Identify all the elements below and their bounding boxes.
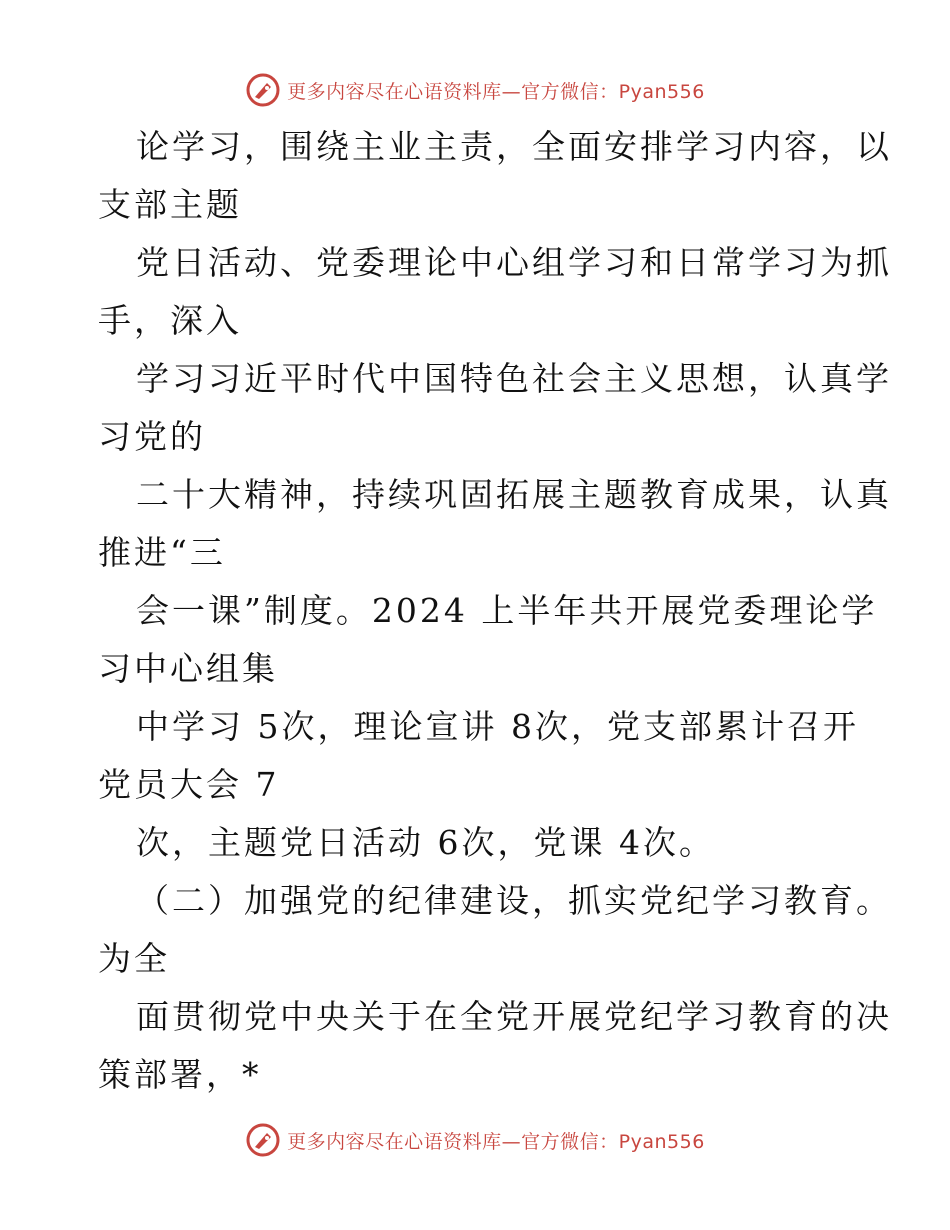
text-line: 二十大精神，持续巩固拓展主题教育成果，认真 [136, 475, 892, 514]
text-line: 论学习，围绕主业主责，全面安排学习内容，以 [136, 127, 892, 166]
document-body [98, 118, 892, 1104]
text-line: 支部主题 [98, 185, 242, 224]
text-line: 习党的 [98, 417, 206, 456]
watermark-text: 更多内容尽在心语资料库—官方微信：Pyan556 [287, 80, 705, 103]
pen-nib-logo-icon [245, 1122, 281, 1158]
text-line: （二）加强党的纪律建设，抓实党纪学习教育。 [136, 881, 892, 920]
header-watermark [0, 70, 950, 110]
footer-watermark [0, 1120, 950, 1160]
text-line: 中学习 5次，理论宣讲 8次，党支部累计召开 [136, 707, 859, 746]
pen-nib-logo-icon [245, 72, 281, 108]
watermark-text: 更多内容尽在心语资料库—官方微信：Pyan556 [287, 1130, 705, 1153]
text-line: 推进“三 [98, 533, 226, 572]
text-line: 会一课”制度。2024 上半年共开展党委理论学 [136, 591, 878, 630]
text-line: 党日活动、党委理论中心组学习和日常学习为抓 [136, 243, 892, 282]
text-line: 次，主题党日活动 6次，党课 4次。 [136, 823, 715, 862]
text-line: 习中心组集 [98, 649, 278, 688]
text-line: 学习习近平时代中国特色社会主义思想，认真学 [136, 359, 892, 398]
text-line: 党员大会 7 [98, 765, 280, 804]
text-line: 策部署，* [98, 1055, 262, 1094]
text-line: 手，深入 [98, 301, 242, 340]
text-line: 面贯彻党中央关于在全党开展党纪学习教育的决 [136, 997, 892, 1036]
text-line: 为全 [98, 939, 170, 978]
